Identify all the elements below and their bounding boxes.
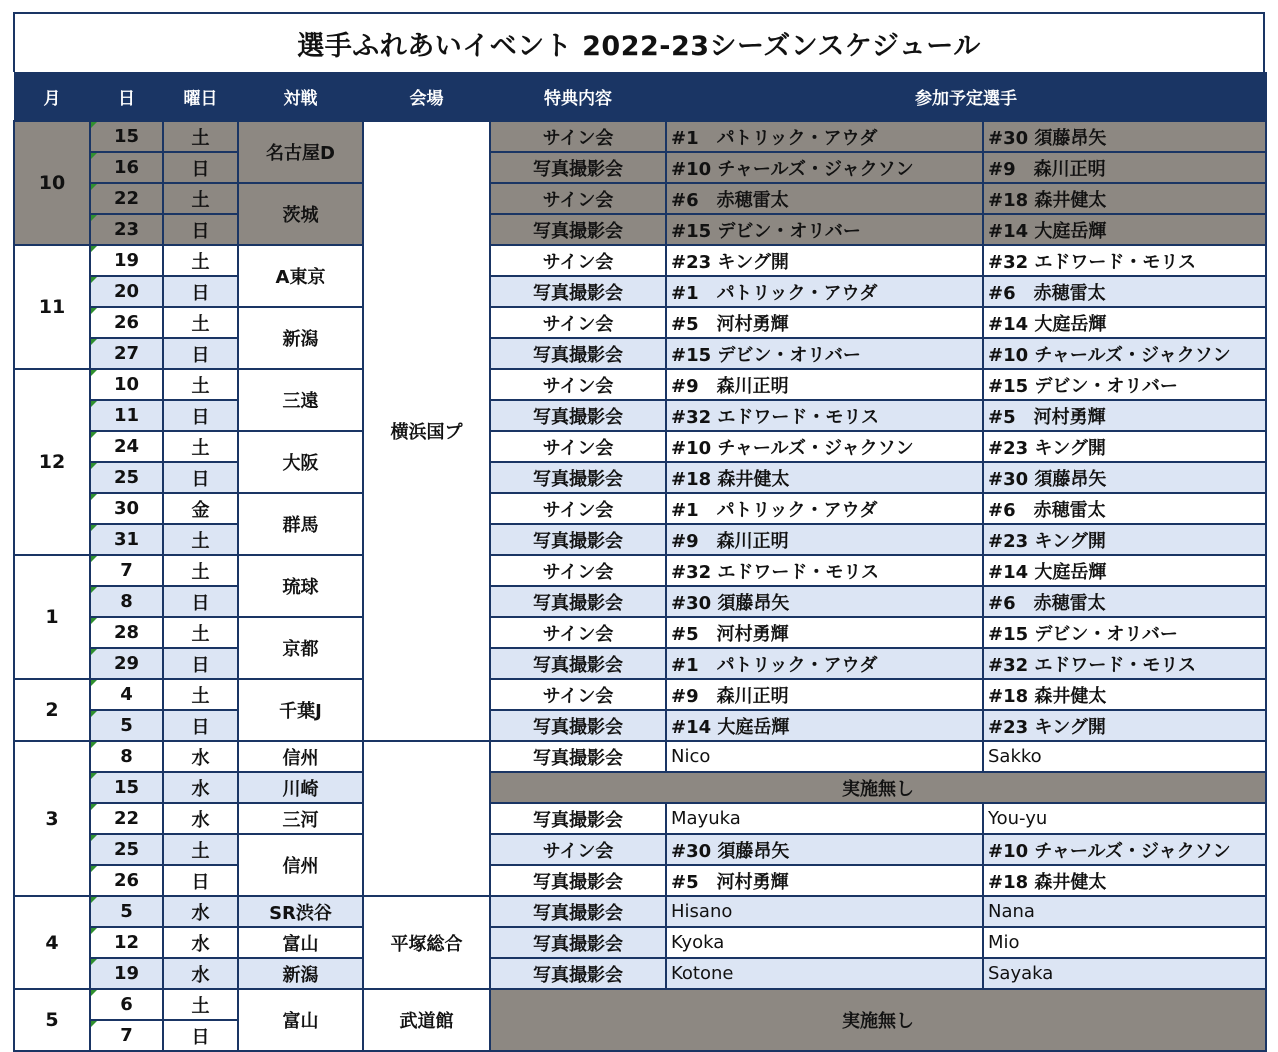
table-row [14,803,1266,834]
player-cell: #15 デビン・オリバー [666,214,983,245]
day-cell: 8 [90,586,163,617]
weekday-cell: 日 [163,865,238,896]
table-row [14,586,1266,617]
opponent-cell: 新潟 [238,307,363,369]
player-cell: #23 キング開 [983,524,1266,555]
player-cell: #1 パトリック・アウダ [666,648,983,679]
table-row [14,617,1266,648]
player-cell: #1 パトリック・アウダ [666,276,983,307]
weekday-cell: 水 [163,958,238,989]
player-cell: You-yu [983,803,1266,834]
opponent-cell: 三河 [238,803,363,834]
day-cell: 8 [90,741,163,772]
opponent-cell: 信州 [238,834,363,896]
day-cell: 5 [90,896,163,927]
player-cell: #9 森川正明 [666,679,983,710]
player-cell: Mayuka [666,803,983,834]
perk-cell: 写真撮影会 [490,524,666,555]
header-perk: 特典内容 [490,72,666,121]
player-cell: #23 キング開 [983,710,1266,741]
opponent-cell: 富山 [238,927,363,958]
player-cell: Nana [983,896,1266,927]
perk-cell: 写真撮影会 [490,338,666,369]
player-cell: #18 森井健太 [983,679,1266,710]
opponent-cell: 川崎 [238,772,363,803]
player-cell: #32 エドワード・モリス [666,400,983,431]
table-row [14,524,1266,555]
weekday-cell: 日 [163,276,238,307]
perk-cell: サイン会 [490,183,666,214]
player-cell: #14 大庭岳輝 [666,710,983,741]
day-cell: 19 [90,245,163,276]
opponent-cell: 千葉J [238,679,363,741]
weekday-cell: 土 [163,431,238,462]
opponent-cell: 琉球 [238,555,363,617]
venue-cell: 横浜国プ [363,121,490,741]
month-cell: 2 [14,679,90,741]
perk-cell: サイン会 [490,431,666,462]
table-row [14,338,1266,369]
weekday-cell: 水 [163,927,238,958]
day-cell: 7 [90,1020,163,1051]
day-cell: 25 [90,834,163,865]
player-cell: #10 チャールズ・ジャクソン [666,152,983,183]
table-row [14,121,1266,152]
venue-cell: 武道館 [363,989,490,1051]
player-cell: #6 赤穂雷太 [983,493,1266,524]
table-row [14,307,1266,338]
player-cell: Kyoka [666,927,983,958]
player-cell: Sayaka [983,958,1266,989]
venue-cell: 平塚総合 [363,896,490,989]
table-row [14,710,1266,741]
weekday-cell: 土 [163,679,238,710]
player-cell: #15 デビン・オリバー [983,369,1266,400]
player-cell: #10 チャールズ・ジャクソン [983,834,1266,865]
perk-cell: 写真撮影会 [490,896,666,927]
table-row [14,741,1266,772]
player-cell: #18 森井健太 [666,462,983,493]
day-cell: 4 [90,679,163,710]
day-cell: 22 [90,803,163,834]
weekday-cell: 水 [163,803,238,834]
perk-cell: サイン会 [490,679,666,710]
table-row [14,245,1266,276]
player-cell: #1 パトリック・アウダ [666,121,983,152]
day-cell: 15 [90,772,163,803]
header-day: 日 [90,72,163,121]
month-cell: 4 [14,896,90,989]
perk-cell: サイン会 [490,555,666,586]
day-cell: 28 [90,617,163,648]
player-cell: #5 河村勇輝 [983,400,1266,431]
day-cell: 29 [90,648,163,679]
day-cell: 11 [90,400,163,431]
schedule-table [13,72,1267,1052]
perk-cell: 写真撮影会 [490,710,666,741]
table-row [14,648,1266,679]
player-cell: #15 デビン・オリバー [666,338,983,369]
opponent-cell: 京都 [238,617,363,679]
table-row [14,834,1266,865]
table-row [14,462,1266,493]
opponent-cell: SR渋谷 [238,896,363,927]
day-cell: 12 [90,927,163,958]
player-cell: #30 須藤昂矢 [983,121,1266,152]
weekday-cell: 土 [163,183,238,214]
header-players: 参加予定選手 [666,72,1266,121]
opponent-cell: 新潟 [238,958,363,989]
perk-cell: 写真撮影会 [490,214,666,245]
perk-cell: 写真撮影会 [490,865,666,896]
opponent-cell: 信州 [238,741,363,772]
day-cell: 7 [90,555,163,586]
player-cell: #23 キング開 [983,431,1266,462]
day-cell: 16 [90,152,163,183]
page-title: 選手ふれあいイベント 2022-23シーズンスケジュール [13,12,1265,72]
day-cell: 23 [90,214,163,245]
weekday-cell: 土 [163,524,238,555]
perk-cell: 写真撮影会 [490,462,666,493]
weekday-cell: 日 [163,214,238,245]
month-cell: 3 [14,741,90,896]
opponent-cell: 富山 [238,989,363,1051]
perk-cell: 写真撮影会 [490,152,666,183]
player-cell: #30 須藤昂矢 [666,834,983,865]
player-cell: #15 デビン・オリバー [983,617,1266,648]
day-cell: 26 [90,865,163,896]
table-row [14,772,1266,803]
table-row [14,896,1266,927]
day-cell: 26 [90,307,163,338]
perk-cell: サイン会 [490,834,666,865]
table-row [14,927,1266,958]
player-cell: Kotone [666,958,983,989]
table-row [14,555,1266,586]
weekday-cell: 土 [163,989,238,1020]
player-cell: #18 森井健太 [983,865,1266,896]
table-row [14,958,1266,989]
weekday-cell: 土 [163,617,238,648]
weekday-cell: 日 [163,586,238,617]
day-cell: 27 [90,338,163,369]
opponent-cell: 大阪 [238,431,363,493]
opponent-cell: 茨城 [238,183,363,245]
day-cell: 6 [90,989,163,1020]
player-cell: Hisano [666,896,983,927]
weekday-cell: 土 [163,555,238,586]
venue-cell [363,741,490,896]
perk-cell: 写真撮影会 [490,958,666,989]
player-cell: #32 エドワード・モリス [983,245,1266,276]
day-cell: 5 [90,710,163,741]
weekday-cell: 土 [163,245,238,276]
table-row [14,431,1266,462]
header-venue: 会場 [363,72,490,121]
table-row [14,989,1266,1020]
weekday-cell: 日 [163,648,238,679]
player-cell: Sakko [983,741,1266,772]
perk-cell: 写真撮影会 [490,741,666,772]
player-cell: #14 大庭岳輝 [983,307,1266,338]
player-cell: #14 大庭岳輝 [983,555,1266,586]
weekday-cell: 土 [163,834,238,865]
weekday-cell: 日 [163,1020,238,1051]
perk-cell: サイン会 [490,617,666,648]
player-cell: #32 エドワード・モリス [666,555,983,586]
perk-cell: 写真撮影会 [490,648,666,679]
perk-cell: サイン会 [490,369,666,400]
perk-cell: 写真撮影会 [490,400,666,431]
player-cell: #18 森井健太 [983,183,1266,214]
weekday-cell: 土 [163,369,238,400]
player-cell: #1 パトリック・アウダ [666,493,983,524]
no-event-cell: 実施無し [490,772,1266,803]
table-row [14,183,1266,214]
table-row [14,276,1266,307]
table-row [14,493,1266,524]
perk-cell: 写真撮影会 [490,586,666,617]
weekday-cell: 日 [163,710,238,741]
player-cell: #5 河村勇輝 [666,307,983,338]
player-cell: #6 赤穂雷太 [983,276,1266,307]
weekday-cell: 日 [163,338,238,369]
player-cell: #23 キング開 [666,245,983,276]
schedule-sheet [13,12,1265,1052]
header-row [14,72,1266,121]
weekday-cell: 土 [163,307,238,338]
month-cell: 12 [14,369,90,555]
weekday-cell: 水 [163,772,238,803]
weekday-cell: 水 [163,741,238,772]
opponent-cell: 名古屋D [238,121,363,183]
day-cell: 19 [90,958,163,989]
day-cell: 15 [90,121,163,152]
weekday-cell: 日 [163,462,238,493]
table-row [14,214,1266,245]
player-cell: #10 チャールズ・ジャクソン [666,431,983,462]
header-weekday: 曜日 [163,72,238,121]
perk-cell: 写真撮影会 [490,276,666,307]
player-cell: #6 赤穂雷太 [983,586,1266,617]
perk-cell: サイン会 [490,121,666,152]
player-cell: #9 森川正明 [666,369,983,400]
no-event-cell: 実施無し [490,989,1266,1051]
day-cell: 22 [90,183,163,214]
player-cell: #9 森川正明 [666,524,983,555]
table-row [14,152,1266,183]
day-cell: 20 [90,276,163,307]
table-row [14,679,1266,710]
weekday-cell: 日 [163,152,238,183]
player-cell: #6 赤穂雷太 [666,183,983,214]
weekday-cell: 金 [163,493,238,524]
header-month: 月 [14,72,90,121]
weekday-cell: 水 [163,896,238,927]
player-cell: #5 河村勇輝 [666,865,983,896]
perk-cell: サイン会 [490,493,666,524]
perk-cell: 写真撮影会 [490,927,666,958]
perk-cell: サイン会 [490,307,666,338]
month-cell: 10 [14,121,90,245]
day-cell: 30 [90,493,163,524]
day-cell: 25 [90,462,163,493]
day-cell: 31 [90,524,163,555]
table-row [14,400,1266,431]
day-cell: 10 [90,369,163,400]
month-cell: 1 [14,555,90,679]
player-cell: Mio [983,927,1266,958]
month-cell: 5 [14,989,90,1051]
header-opponent: 対戦 [238,72,363,121]
weekday-cell: 土 [163,121,238,152]
opponent-cell: A東京 [238,245,363,307]
perk-cell: 写真撮影会 [490,803,666,834]
weekday-cell: 日 [163,400,238,431]
table-row [14,865,1266,896]
perk-cell: サイン会 [490,245,666,276]
table-row [14,369,1266,400]
day-cell: 24 [90,431,163,462]
player-cell: #10 チャールズ・ジャクソン [983,338,1266,369]
opponent-cell: 三遠 [238,369,363,431]
player-cell: #5 河村勇輝 [666,617,983,648]
opponent-cell: 群馬 [238,493,363,555]
player-cell: #30 須藤昂矢 [666,586,983,617]
player-cell: #9 森川正明 [983,152,1266,183]
player-cell: #30 須藤昂矢 [983,462,1266,493]
player-cell: #14 大庭岳輝 [983,214,1266,245]
player-cell: Nico [666,741,983,772]
month-cell: 11 [14,245,90,369]
player-cell: #32 エドワード・モリス [983,648,1266,679]
